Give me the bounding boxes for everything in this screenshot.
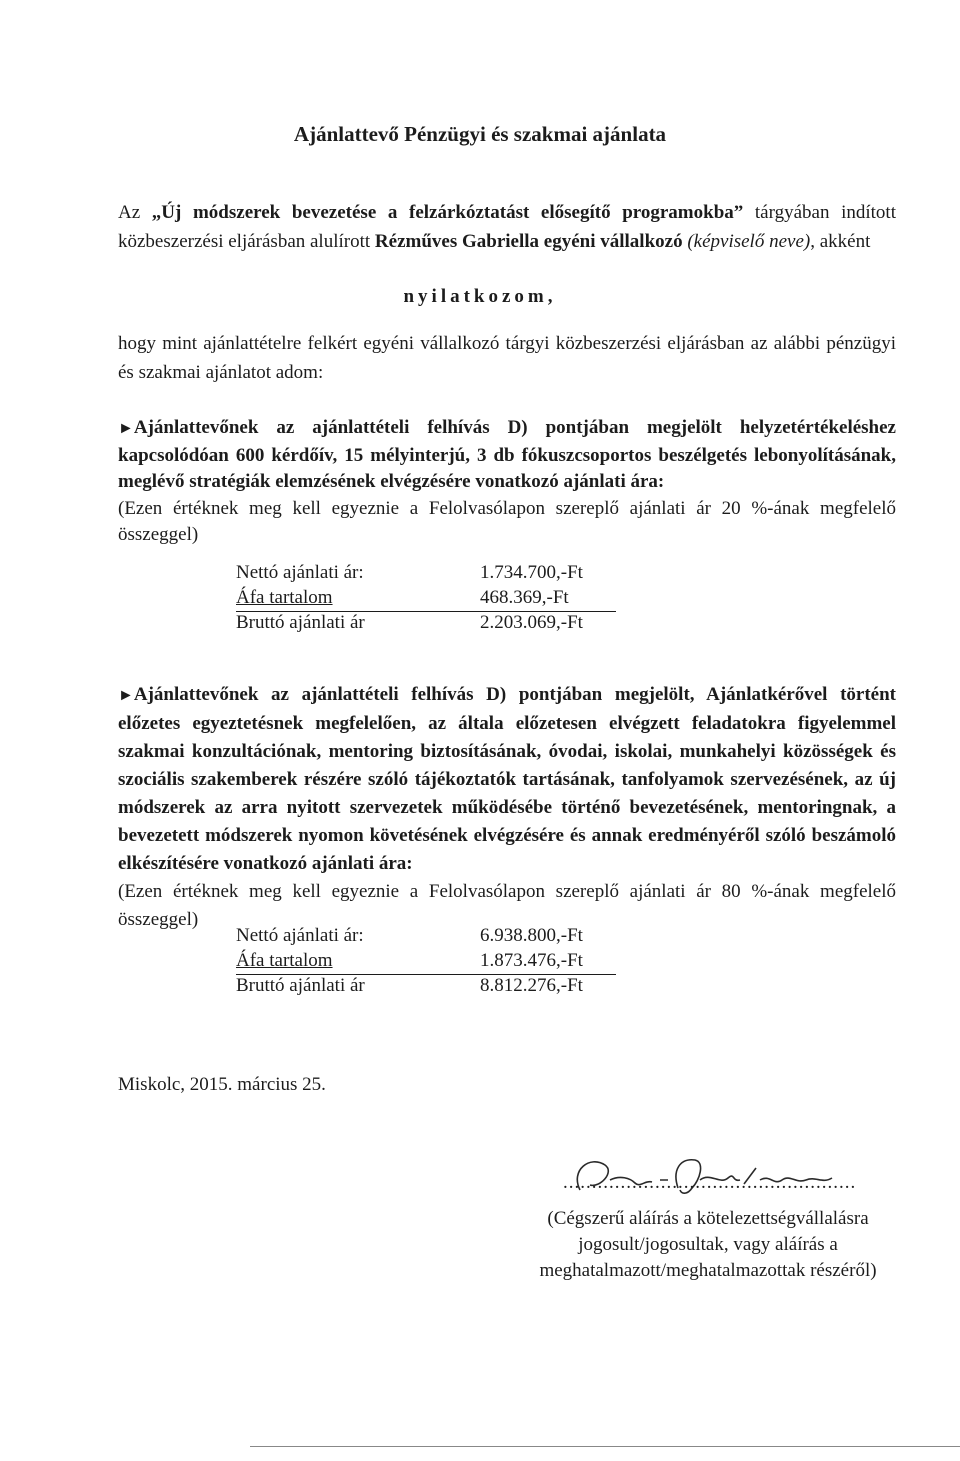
net-price-row xyxy=(236,925,616,950)
intro-paragraph xyxy=(118,199,896,256)
vat-row xyxy=(236,587,616,612)
intro-middle: tárgyában indított közbeszerzési eljárásban alulírott xyxy=(118,202,896,252)
gross-price-value: 2.203.069,-Ft xyxy=(480,612,583,633)
signature-dotted-line: ................................................... xyxy=(563,1172,857,1193)
entity-name: Rézműves Gabriella egyéni vállalkozó xyxy=(374,230,683,252)
section-2-note: (Ezen értéknek meg kell egyeznie a Felolvasólapon szereplő ajánlati ár 80 %-ának megfelelő összeggel) xyxy=(118,881,896,930)
net-price-value: 1.734.700,-Ft xyxy=(480,562,583,583)
vat-value: 1.873.476,-Ft xyxy=(480,950,583,971)
vat-label: Áfa tartalom xyxy=(236,587,333,608)
gross-price-row xyxy=(236,975,616,1000)
document-title: Ajánlattevő Pénzügyi és szakmai ajánlata xyxy=(293,122,667,146)
vat-label: Áfa tartalom xyxy=(236,950,333,971)
gross-price-label: Bruttó ajánlati ár xyxy=(236,975,365,996)
scan-edge-line xyxy=(250,1446,960,1447)
signature-caption-line: jogosult/jogosultak, vagy aláírás a xyxy=(578,1234,838,1255)
date-line: Miskolc, 2015. március 25. xyxy=(118,1074,326,1095)
gross-price-value: 8.812.276,-Ft xyxy=(480,975,583,996)
section-1-text: ►Ajánlattevőnek az ajánlattételi felhívás D) pontjában megjelölt helyzetértékeléshez kapcsolódóan 600 kérdőív, 15 mélyinterjú, 3 db fókuszcsoportos beszélgetés lebonyolításának, meglévő stratégiák elemzésének elvégzésére vonatkozó ajánlati ára: xyxy=(118,417,896,492)
price-table-1 xyxy=(236,562,616,637)
vat-row xyxy=(236,950,616,975)
signature-caption xyxy=(498,1206,918,1284)
gross-price-label: Bruttó ajánlati ár xyxy=(236,612,365,633)
gross-price-row xyxy=(236,612,616,637)
bullet-arrow-icon: ► xyxy=(118,420,134,437)
vat-value: 468.369,-Ft xyxy=(480,587,569,608)
intro-prefix: Az xyxy=(118,202,152,223)
representative-label: (képviselő neve) xyxy=(682,230,811,252)
bullet-arrow-icon: ► xyxy=(118,687,134,704)
signature-caption-line: meghatalmazott/meghatalmazottak részéről) xyxy=(539,1260,877,1281)
net-price-row xyxy=(236,562,616,587)
signature-caption-line: (Cégszerű aláírás a kötelezettségvállalásra xyxy=(547,1208,869,1229)
price-table-2 xyxy=(236,925,616,1000)
declaration: nyilatkozom, xyxy=(403,286,557,307)
net-price-label: Nettó ajánlati ár: xyxy=(236,925,364,946)
section-1 xyxy=(118,415,896,549)
section-2 xyxy=(118,681,896,934)
section-1-note: (Ezen értéknek meg kell egyeznie a Felolvasólapon szereplő ajánlati ár 20 %-ának megfelelő összeggel) xyxy=(118,497,896,545)
net-price-label: Nettó ajánlati ár: xyxy=(236,562,364,583)
statement-paragraph: hogy mint ajánlattételre felkért egyéni vállalkozó tárgyi közbeszerzési eljárásban az alábbi pénzügyi és szakmai ajánlatot adom: xyxy=(118,333,896,383)
net-price-value: 6.938.800,-Ft xyxy=(480,925,583,946)
project-name: „Új módszerek bevezetése a felzárkóztatást elősegítő programokba” xyxy=(151,202,744,223)
intro-suffix: , akként xyxy=(810,230,871,252)
section-2-text: ►Ajánlattevőnek az ajánlattételi felhívás D) pontjában megjelölt, Ajánlatkérővel történt előzetes egyeztetésnek megfelelően, az általa előzetesen elvégzett feladatokra figyelemmel szakmai konzultációnak, mentoring biztosításának, óvodai, iskolai, munkahelyi közösségek és szociális szakemberek részére szóló tájékoztatók tartásának, tanfolyamok szervezésének, az új módszerek az arra nyitott szervezetek működésébe történő bevezetésének, mentoringnak, a bevezetett módszerek nyomon követésének elvégzésére és annak eredményéről szóló beszámoló elkészítésére vonatkozó ajánlati ára: xyxy=(118,684,896,874)
